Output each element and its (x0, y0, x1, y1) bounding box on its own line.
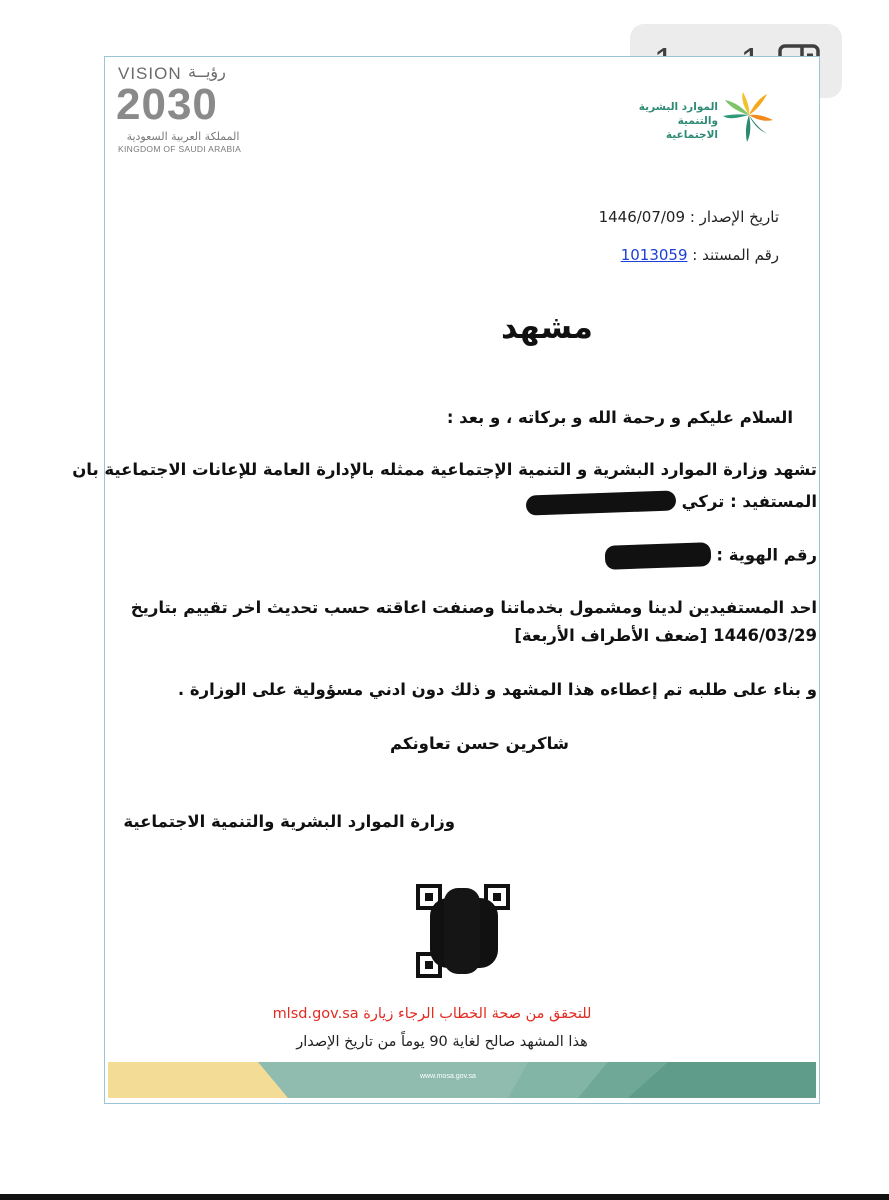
ministry-logo-text (624, 100, 718, 142)
ministry-logo-line1: الموارد البشرية (638, 101, 718, 113)
verify-line (104, 1006, 820, 1022)
redacted-name (526, 490, 677, 515)
bottom-edge-bar (0, 1194, 889, 1200)
body-line-1: تشهد وزارة الموارد البشرية و التنمية الإجتماعية ممثله بالإدارة العامة للإعانات الاجتماعية بان (72, 460, 817, 479)
beneficiary-line (526, 492, 817, 513)
assessment-line (514, 626, 817, 645)
footer-band-url: www.mosa.gov.sa (420, 1073, 476, 1080)
issue-date-value: 1446/07/09 (598, 208, 686, 226)
body-line-3: و بناء على طلبه تم إعطاءه هذا المشهد و ذلك دون ادني مسؤولية على الوزارة . (177, 680, 817, 699)
document-number-label: رقم المستند : (692, 246, 779, 264)
vision-2030-logo (112, 60, 262, 156)
redacted-id-number (604, 542, 711, 570)
qr-code (416, 884, 510, 978)
verify-url-link[interactable]: mlsd.gov.sa (272, 1006, 359, 1022)
footer-band (108, 1062, 816, 1098)
validity-note: هذا المشهد صالح لغاية 90 يوماً من تاريخ الإصدار (296, 1034, 588, 1050)
signature-line: وزارة الموارد البشرية والتنمية الاجتماعية (123, 812, 455, 831)
greeting-line: السلام عليكم و رحمة الله و بركاته ، و بعد : (446, 408, 793, 427)
document-number-link[interactable]: 1013059 (620, 246, 688, 264)
kingdom-name-arabic: المملكة العربية السعودية (126, 130, 240, 143)
document-number-line (621, 246, 779, 264)
assessment-date: 1446/03/29 (713, 626, 817, 645)
disability-type: [ضعف الأطراف الأربعة] (514, 626, 708, 645)
beneficiary-label: المستفيد : تركي (681, 492, 817, 511)
ministry-logo-line2: والتنمية الاجتماعية (665, 115, 718, 141)
verify-text: للتحقق من صحة الخطاب الرجاء زيارة (363, 1006, 592, 1022)
issue-date-line (599, 208, 779, 226)
vision-year: 2030 (116, 80, 218, 129)
thanks-line: شاكرين حسن تعاونكم (389, 734, 569, 753)
id-number-line (605, 544, 817, 568)
page-title: مشهد (501, 308, 593, 346)
vision-word: VISION (118, 64, 182, 83)
ministry-emblem-icon (722, 92, 776, 144)
vision-arabic-word: رؤيــة (188, 62, 226, 81)
id-number-label: رقم الهوية : (716, 545, 817, 565)
body-line-2: احد المستفيدين لدينا ومشمول بخدماتنا وصنفت اعاقته حسب تحديث اخر تقييم بتاريخ (130, 598, 817, 617)
kingdom-name-english: KINGDOM OF SAUDI ARABIA (118, 144, 242, 154)
ministry-logo (624, 92, 776, 144)
issue-date-label: تاريخ الإصدار : (689, 208, 779, 226)
